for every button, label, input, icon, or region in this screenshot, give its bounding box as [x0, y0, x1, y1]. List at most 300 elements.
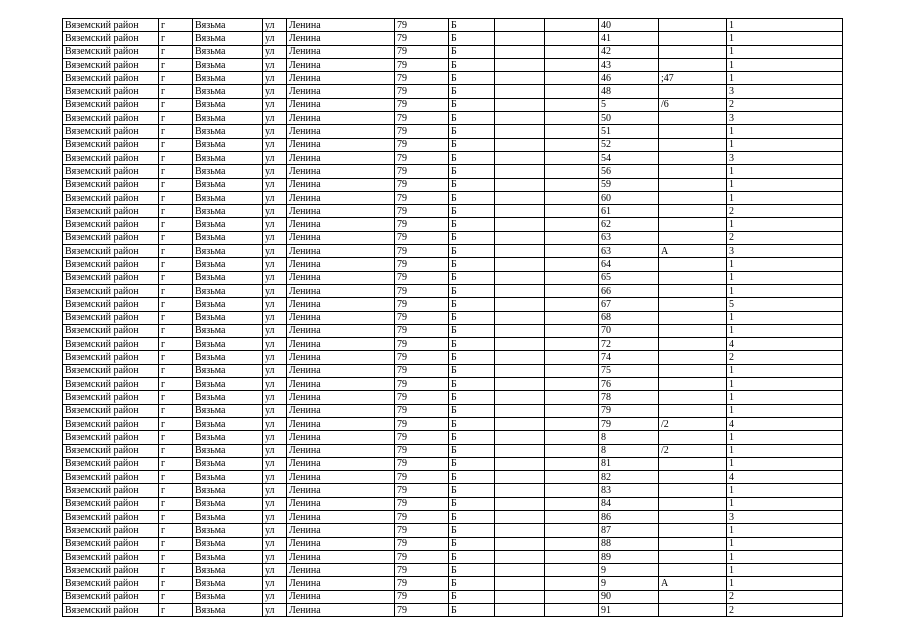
house-letter-cell: Б	[449, 444, 495, 457]
street-cell: Ленина	[287, 151, 395, 164]
structure-cell	[545, 590, 599, 603]
structure-cell	[545, 191, 599, 204]
locality-type-cell: г	[159, 58, 193, 71]
apartment-suffix-cell	[659, 537, 727, 550]
structure-cell	[545, 218, 599, 231]
apartment-cell: 42	[599, 45, 659, 58]
locality-type-cell: г	[159, 284, 193, 297]
locality-cell: Вязьма	[193, 444, 263, 457]
apartment-suffix-cell	[659, 564, 727, 577]
house-cell: 79	[395, 524, 449, 537]
building-cell	[495, 58, 545, 71]
apartment-suffix-cell	[659, 311, 727, 324]
structure-cell	[545, 417, 599, 430]
district-cell: Вяземский район	[63, 378, 159, 391]
table-row	[63, 604, 843, 617]
apartment-suffix-cell	[659, 151, 727, 164]
house-letter-cell: Б	[449, 125, 495, 138]
district-cell: Вяземский район	[63, 112, 159, 125]
street-type-cell: ул	[263, 72, 287, 85]
structure-cell	[545, 524, 599, 537]
apartment-suffix-cell	[659, 404, 727, 417]
locality-cell: Вязьма	[193, 125, 263, 138]
table-row	[63, 165, 843, 178]
locality-type-cell: г	[159, 271, 193, 284]
district-cell: Вяземский район	[63, 125, 159, 138]
locality-type-cell: г	[159, 32, 193, 45]
apartment-cell: 88	[599, 537, 659, 550]
table-row	[63, 364, 843, 377]
apartment-suffix-cell	[659, 58, 727, 71]
structure-cell	[545, 112, 599, 125]
street-type-cell: ул	[263, 590, 287, 603]
table-row	[63, 577, 843, 590]
locality-cell: Вязьма	[193, 537, 263, 550]
locality-type-cell: г	[159, 431, 193, 444]
street-type-cell: ул	[263, 404, 287, 417]
apartment-cell: 52	[599, 138, 659, 151]
street-type-cell: ул	[263, 218, 287, 231]
street-type-cell: ул	[263, 245, 287, 258]
locality-type-cell: г	[159, 85, 193, 98]
district-cell: Вяземский район	[63, 564, 159, 577]
locality-cell: Вязьма	[193, 138, 263, 151]
house-letter-cell: Б	[449, 112, 495, 125]
apartment-cell: 51	[599, 125, 659, 138]
building-cell	[495, 19, 545, 32]
building-cell	[495, 564, 545, 577]
street-cell: Ленина	[287, 298, 395, 311]
building-cell	[495, 444, 545, 457]
apartment-suffix-cell	[659, 231, 727, 244]
building-cell	[495, 311, 545, 324]
house-letter-cell: Б	[449, 231, 495, 244]
locality-cell: Вязьма	[193, 165, 263, 178]
count-cell: 1	[727, 391, 843, 404]
house-cell: 79	[395, 378, 449, 391]
count-cell: 4	[727, 338, 843, 351]
district-cell: Вяземский район	[63, 245, 159, 258]
locality-cell: Вязьма	[193, 604, 263, 617]
apartment-suffix-cell	[659, 298, 727, 311]
street-type-cell: ул	[263, 19, 287, 32]
apartment-suffix-cell	[659, 590, 727, 603]
apartment-cell: 63	[599, 231, 659, 244]
apartment-cell: 60	[599, 191, 659, 204]
table-row	[63, 85, 843, 98]
locality-cell: Вязьма	[193, 284, 263, 297]
structure-cell	[545, 205, 599, 218]
house-letter-cell: Б	[449, 497, 495, 510]
structure-cell	[545, 364, 599, 377]
apartment-cell: 89	[599, 550, 659, 563]
apartment-suffix-cell	[659, 351, 727, 364]
street-cell: Ленина	[287, 391, 395, 404]
locality-type-cell: г	[159, 324, 193, 337]
district-cell: Вяземский район	[63, 364, 159, 377]
district-cell: Вяземский район	[63, 85, 159, 98]
apartment-suffix-cell	[659, 138, 727, 151]
district-cell: Вяземский район	[63, 391, 159, 404]
district-cell: Вяземский район	[63, 258, 159, 271]
locality-type-cell: г	[159, 191, 193, 204]
house-cell: 79	[395, 351, 449, 364]
house-cell: 79	[395, 205, 449, 218]
structure-cell	[545, 85, 599, 98]
building-cell	[495, 32, 545, 45]
street-type-cell: ул	[263, 151, 287, 164]
count-cell: 1	[727, 524, 843, 537]
district-cell: Вяземский район	[63, 484, 159, 497]
structure-cell	[545, 391, 599, 404]
locality-cell: Вязьма	[193, 32, 263, 45]
street-cell: Ленина	[287, 138, 395, 151]
apartment-cell: 75	[599, 364, 659, 377]
building-cell	[495, 364, 545, 377]
apartment-suffix-cell: /2	[659, 444, 727, 457]
apartment-suffix-cell	[659, 191, 727, 204]
locality-type-cell: г	[159, 151, 193, 164]
district-cell: Вяземский район	[63, 497, 159, 510]
house-cell: 79	[395, 564, 449, 577]
apartment-suffix-cell	[659, 471, 727, 484]
locality-cell: Вязьма	[193, 431, 263, 444]
apartment-suffix-cell	[659, 431, 727, 444]
house-cell: 79	[395, 191, 449, 204]
district-cell: Вяземский район	[63, 58, 159, 71]
locality-type-cell: г	[159, 537, 193, 550]
apartment-suffix-cell	[659, 258, 727, 271]
apartment-cell: 79	[599, 417, 659, 430]
house-letter-cell: Б	[449, 351, 495, 364]
structure-cell	[545, 471, 599, 484]
count-cell: 3	[727, 510, 843, 523]
count-cell: 1	[727, 378, 843, 391]
structure-cell	[545, 604, 599, 617]
district-cell: Вяземский район	[63, 417, 159, 430]
street-type-cell: ул	[263, 178, 287, 191]
building-cell	[495, 284, 545, 297]
house-cell: 79	[395, 85, 449, 98]
house-cell: 79	[395, 151, 449, 164]
count-cell: 2	[727, 231, 843, 244]
locality-cell: Вязьма	[193, 85, 263, 98]
count-cell: 2	[727, 590, 843, 603]
house-cell: 79	[395, 218, 449, 231]
locality-type-cell: г	[159, 550, 193, 563]
structure-cell	[545, 98, 599, 111]
apartment-suffix-cell	[659, 324, 727, 337]
table-row	[63, 484, 843, 497]
apartment-suffix-cell	[659, 165, 727, 178]
apartment-suffix-cell	[659, 45, 727, 58]
house-cell: 79	[395, 165, 449, 178]
street-cell: Ленина	[287, 444, 395, 457]
street-cell: Ленина	[287, 191, 395, 204]
house-cell: 79	[395, 178, 449, 191]
building-cell	[495, 590, 545, 603]
district-cell: Вяземский район	[63, 311, 159, 324]
building-cell	[495, 205, 545, 218]
table-row	[63, 524, 843, 537]
table-row	[63, 510, 843, 523]
building-cell	[495, 191, 545, 204]
street-cell: Ленина	[287, 457, 395, 470]
table-row	[63, 378, 843, 391]
house-cell: 79	[395, 45, 449, 58]
street-cell: Ленина	[287, 417, 395, 430]
house-cell: 79	[395, 324, 449, 337]
apartment-cell: 54	[599, 151, 659, 164]
apartment-cell: 63	[599, 245, 659, 258]
locality-type-cell: г	[159, 378, 193, 391]
house-letter-cell: Б	[449, 45, 495, 58]
house-letter-cell: Б	[449, 218, 495, 231]
apartment-cell: 84	[599, 497, 659, 510]
table-row	[63, 497, 843, 510]
structure-cell	[545, 577, 599, 590]
apartment-cell: 50	[599, 112, 659, 125]
count-cell: 1	[727, 218, 843, 231]
count-cell: 1	[727, 457, 843, 470]
locality-cell: Вязьма	[193, 218, 263, 231]
table-row	[63, 338, 843, 351]
street-cell: Ленина	[287, 271, 395, 284]
house-letter-cell: Б	[449, 324, 495, 337]
house-letter-cell: Б	[449, 19, 495, 32]
count-cell: 2	[727, 604, 843, 617]
street-cell: Ленина	[287, 471, 395, 484]
house-letter-cell: Б	[449, 404, 495, 417]
street-type-cell: ул	[263, 364, 287, 377]
house-letter-cell: Б	[449, 364, 495, 377]
count-cell: 1	[727, 324, 843, 337]
street-cell: Ленина	[287, 378, 395, 391]
address-table-body	[63, 19, 843, 617]
structure-cell	[545, 431, 599, 444]
table-row	[63, 245, 843, 258]
building-cell	[495, 138, 545, 151]
house-cell: 79	[395, 98, 449, 111]
apartment-cell: 76	[599, 378, 659, 391]
building-cell	[495, 218, 545, 231]
street-type-cell: ул	[263, 45, 287, 58]
house-letter-cell: Б	[449, 271, 495, 284]
street-type-cell: ул	[263, 537, 287, 550]
count-cell: 4	[727, 471, 843, 484]
structure-cell	[545, 125, 599, 138]
locality-type-cell: г	[159, 19, 193, 32]
apartment-suffix-cell: А	[659, 577, 727, 590]
district-cell: Вяземский район	[63, 32, 159, 45]
apartment-suffix-cell	[659, 284, 727, 297]
count-cell: 4	[727, 417, 843, 430]
street-cell: Ленина	[287, 404, 395, 417]
structure-cell	[545, 165, 599, 178]
locality-type-cell: г	[159, 218, 193, 231]
locality-cell: Вязьма	[193, 151, 263, 164]
district-cell: Вяземский район	[63, 524, 159, 537]
house-cell: 79	[395, 112, 449, 125]
district-cell: Вяземский район	[63, 537, 159, 550]
count-cell: 1	[727, 191, 843, 204]
street-type-cell: ул	[263, 191, 287, 204]
count-cell: 1	[727, 271, 843, 284]
house-letter-cell: Б	[449, 298, 495, 311]
district-cell: Вяземский район	[63, 550, 159, 563]
street-type-cell: ул	[263, 58, 287, 71]
locality-type-cell: г	[159, 391, 193, 404]
house-cell: 79	[395, 125, 449, 138]
district-cell: Вяземский район	[63, 431, 159, 444]
table-row	[63, 457, 843, 470]
address-table	[62, 18, 843, 617]
structure-cell	[545, 138, 599, 151]
apartment-cell: 67	[599, 298, 659, 311]
count-cell: 1	[727, 72, 843, 85]
locality-type-cell: г	[159, 231, 193, 244]
locality-type-cell: г	[159, 444, 193, 457]
apartment-suffix-cell	[659, 457, 727, 470]
apartment-cell: 48	[599, 85, 659, 98]
locality-cell: Вязьма	[193, 550, 263, 563]
locality-cell: Вязьма	[193, 484, 263, 497]
house-cell: 79	[395, 604, 449, 617]
building-cell	[495, 404, 545, 417]
locality-type-cell: г	[159, 604, 193, 617]
count-cell: 1	[727, 564, 843, 577]
street-cell: Ленина	[287, 338, 395, 351]
locality-cell: Вязьма	[193, 364, 263, 377]
table-row	[63, 590, 843, 603]
apartment-cell: 83	[599, 484, 659, 497]
street-cell: Ленина	[287, 19, 395, 32]
house-cell: 79	[395, 577, 449, 590]
district-cell: Вяземский район	[63, 165, 159, 178]
building-cell	[495, 431, 545, 444]
building-cell	[495, 85, 545, 98]
table-row	[63, 471, 843, 484]
house-letter-cell: Б	[449, 417, 495, 430]
street-cell: Ленина	[287, 231, 395, 244]
house-letter-cell: Б	[449, 245, 495, 258]
house-letter-cell: Б	[449, 590, 495, 603]
house-cell: 79	[395, 431, 449, 444]
building-cell	[495, 298, 545, 311]
house-letter-cell: Б	[449, 537, 495, 550]
district-cell: Вяземский район	[63, 471, 159, 484]
locality-type-cell: г	[159, 245, 193, 258]
table-row	[63, 444, 843, 457]
locality-type-cell: г	[159, 72, 193, 85]
street-cell: Ленина	[287, 205, 395, 218]
street-cell: Ленина	[287, 324, 395, 337]
street-type-cell: ул	[263, 284, 287, 297]
district-cell: Вяземский район	[63, 351, 159, 364]
apartment-suffix-cell	[659, 364, 727, 377]
locality-cell: Вязьма	[193, 590, 263, 603]
table-row	[63, 138, 843, 151]
district-cell: Вяземский район	[63, 338, 159, 351]
apartment-suffix-cell	[659, 19, 727, 32]
structure-cell	[545, 58, 599, 71]
table-row	[63, 112, 843, 125]
locality-type-cell: г	[159, 112, 193, 125]
count-cell: 2	[727, 205, 843, 218]
apartment-suffix-cell	[659, 112, 727, 125]
street-type-cell: ул	[263, 298, 287, 311]
house-cell: 79	[395, 231, 449, 244]
table-row	[63, 324, 843, 337]
structure-cell	[545, 245, 599, 258]
locality-type-cell: г	[159, 417, 193, 430]
street-cell: Ленина	[287, 218, 395, 231]
street-cell: Ленина	[287, 550, 395, 563]
building-cell	[495, 417, 545, 430]
locality-cell: Вязьма	[193, 231, 263, 244]
apartment-suffix-cell	[659, 497, 727, 510]
building-cell	[495, 577, 545, 590]
apartment-cell: 78	[599, 391, 659, 404]
count-cell: 1	[727, 577, 843, 590]
district-cell: Вяземский район	[63, 324, 159, 337]
house-cell: 79	[395, 338, 449, 351]
locality-cell: Вязьма	[193, 205, 263, 218]
street-type-cell: ул	[263, 577, 287, 590]
district-cell: Вяземский район	[63, 604, 159, 617]
locality-cell: Вязьма	[193, 191, 263, 204]
apartment-cell: 59	[599, 178, 659, 191]
locality-type-cell: г	[159, 205, 193, 218]
street-cell: Ленина	[287, 497, 395, 510]
count-cell: 1	[727, 364, 843, 377]
table-row	[63, 431, 843, 444]
table-row	[63, 205, 843, 218]
house-letter-cell: Б	[449, 72, 495, 85]
street-cell: Ленина	[287, 165, 395, 178]
street-cell: Ленина	[287, 112, 395, 125]
apartment-suffix-cell	[659, 550, 727, 563]
district-cell: Вяземский район	[63, 271, 159, 284]
apartment-cell: 70	[599, 324, 659, 337]
street-type-cell: ул	[263, 324, 287, 337]
structure-cell	[545, 510, 599, 523]
locality-cell: Вязьма	[193, 72, 263, 85]
count-cell: 1	[727, 311, 843, 324]
building-cell	[495, 178, 545, 191]
locality-type-cell: г	[159, 311, 193, 324]
table-row	[63, 311, 843, 324]
apartment-cell: 41	[599, 32, 659, 45]
locality-type-cell: г	[159, 484, 193, 497]
building-cell	[495, 378, 545, 391]
street-cell: Ленина	[287, 604, 395, 617]
street-type-cell: ул	[263, 378, 287, 391]
house-cell: 79	[395, 32, 449, 45]
house-letter-cell: Б	[449, 205, 495, 218]
house-cell: 79	[395, 444, 449, 457]
apartment-cell: 43	[599, 58, 659, 71]
count-cell: 1	[727, 125, 843, 138]
house-cell: 79	[395, 404, 449, 417]
street-type-cell: ул	[263, 471, 287, 484]
count-cell: 1	[727, 537, 843, 550]
street-type-cell: ул	[263, 391, 287, 404]
district-cell: Вяземский район	[63, 590, 159, 603]
district-cell: Вяземский район	[63, 178, 159, 191]
structure-cell	[545, 32, 599, 45]
structure-cell	[545, 151, 599, 164]
